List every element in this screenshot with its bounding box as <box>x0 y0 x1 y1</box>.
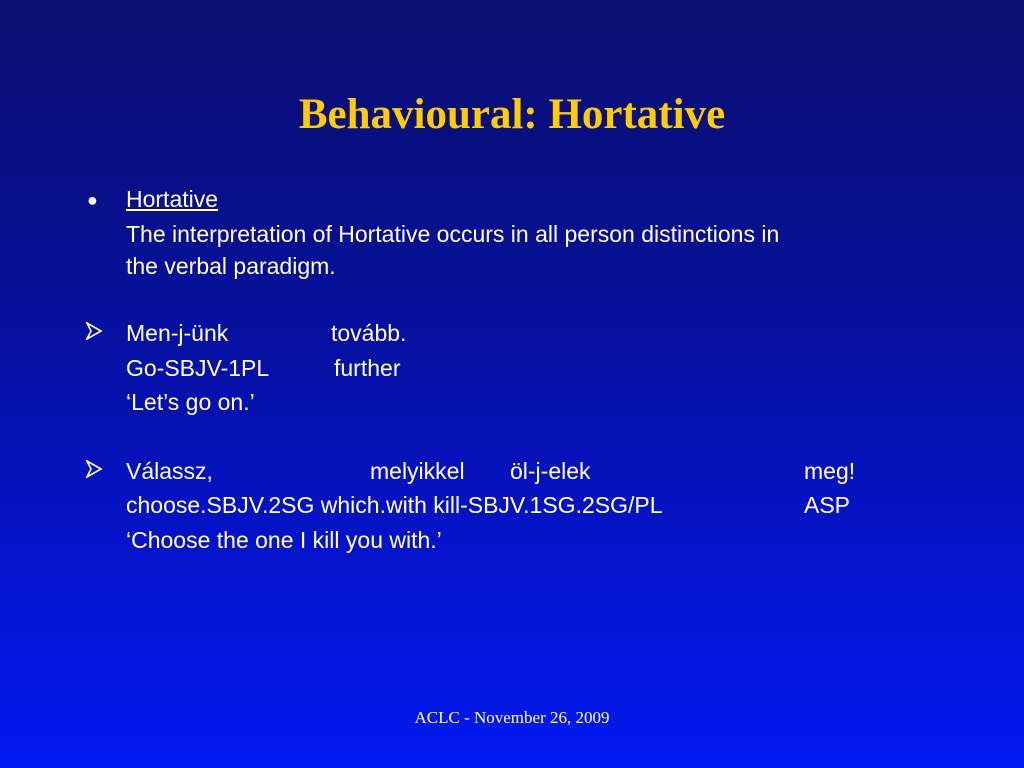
example2-word-1: Válassz, <box>126 458 213 484</box>
filled-circle-bullet-icon: ● <box>87 190 98 210</box>
section-text-line-2: the verbal paradigm. <box>126 253 336 279</box>
example2-gloss-1: choose.SBJV.2SG which.with kill-SBJV.1SG.2SG/PL <box>126 492 663 518</box>
arrow-bullet-icon <box>85 322 103 340</box>
slide-footer: ACLC - November 26, 2009 <box>414 708 610 727</box>
slide-title: Behavioural: Hortative <box>298 91 726 138</box>
example2-gloss-2: ASP <box>804 492 851 518</box>
example1-gloss-1: Go-SBJV-1PL <box>126 355 270 381</box>
arrow-bullet-icon <box>85 460 103 478</box>
example1-translation: ‘Let’s go on.’ <box>126 389 255 415</box>
example2-word-3: öl-j-elek <box>510 458 591 484</box>
example2-translation: ‘Choose the one I kill you with.’ <box>126 527 442 553</box>
example1-word-1: Men-j-ünk <box>126 320 229 346</box>
example1-gloss-2: further <box>334 355 401 381</box>
section-heading: Hortative <box>126 186 219 212</box>
example2-word-2: melyikkel <box>370 458 465 484</box>
section-text-line-1: The interpretation of Hortative occurs in all person distinctions in <box>126 221 780 247</box>
example2-word-4: meg! <box>804 458 856 484</box>
example1-word-2: tovább. <box>331 320 407 346</box>
